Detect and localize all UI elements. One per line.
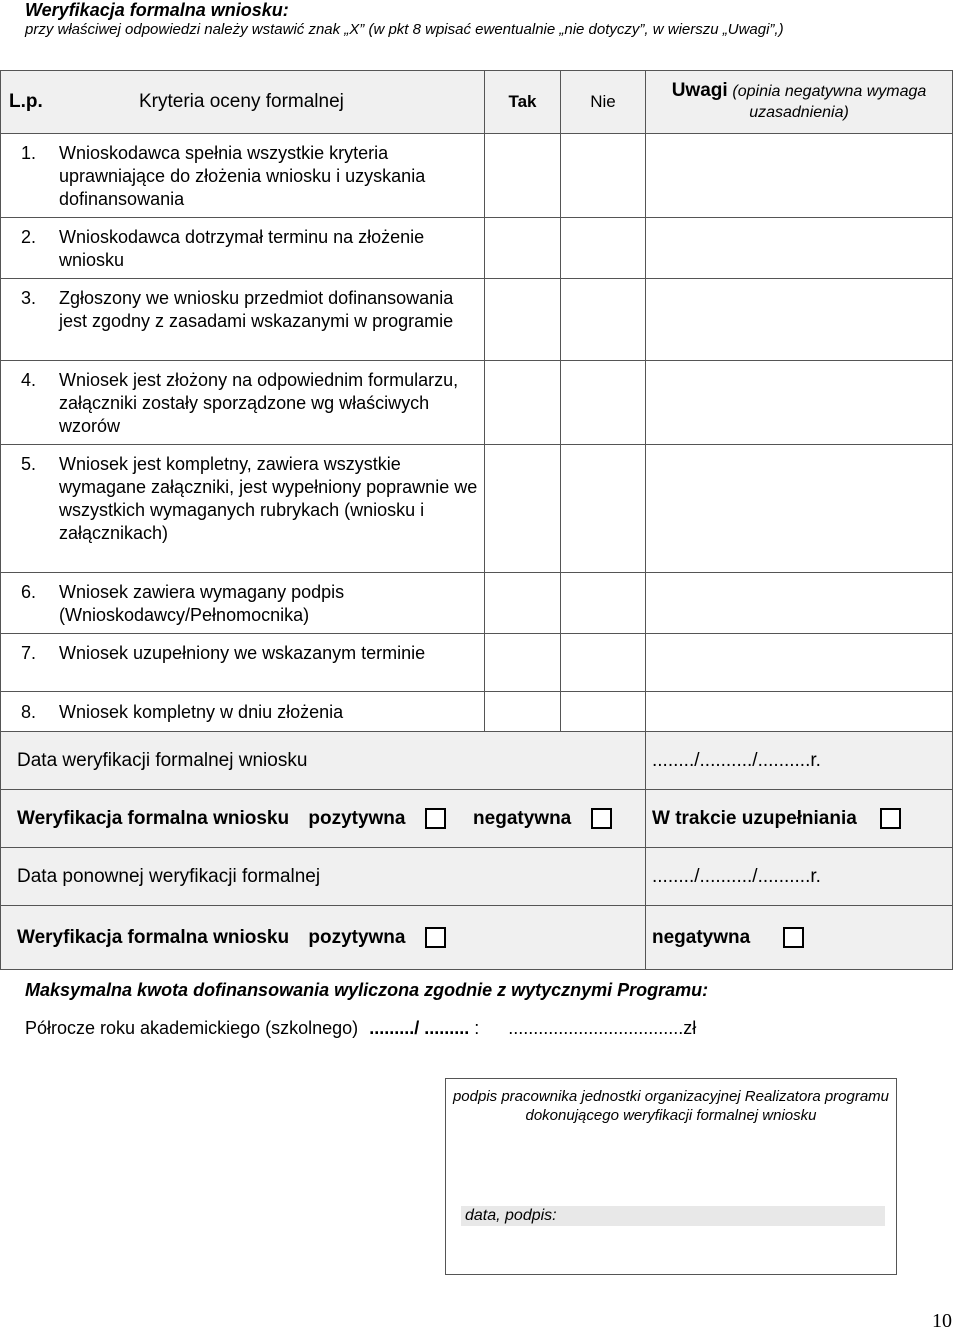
nie-cell[interactable]	[561, 634, 646, 692]
uwagi-cell[interactable]	[646, 134, 953, 218]
uwagi-cell[interactable]	[646, 361, 953, 445]
table-row	[1, 134, 953, 218]
uwagi-cell[interactable]	[646, 634, 953, 692]
page-number: 10	[932, 1310, 952, 1332]
row-number: 4.	[21, 370, 37, 390]
positive2-label: pozytywna	[308, 926, 406, 948]
negative2-checkbox[interactable]	[783, 927, 804, 948]
uwagi-header	[646, 71, 953, 134]
uwagi-title: Uwagi	[671, 80, 728, 101]
table-row	[1, 218, 953, 279]
tak-cell[interactable]	[485, 573, 561, 634]
semester-label: Półrocze roku akademickiego (szkolnego)	[25, 1018, 359, 1038]
row-number: 5.	[21, 454, 37, 474]
positive-label: pozytywna	[308, 807, 406, 829]
signature-date-field[interactable]: data, podpis:	[461, 1206, 885, 1226]
reverification-date-label: Data ponownej weryfikacji formalnej	[17, 865, 321, 887]
verification-date-row	[1, 732, 953, 790]
nie-cell[interactable]	[561, 134, 646, 218]
verification-date-value[interactable]: ......../........../..........r.	[652, 749, 821, 771]
uwagi-note: (opinia negatywna wymaga uzasadnienia)	[732, 83, 927, 121]
form-title: Weryfikacja formalna wniosku:	[25, 0, 289, 20]
row-number: 2.	[21, 227, 37, 247]
nie-cell[interactable]	[561, 573, 646, 634]
row-text: Wniosek uzupełniony we wskazanym terminie	[59, 643, 426, 663]
semester-value[interactable]: ........./ .........	[369, 1018, 470, 1038]
nie-cell[interactable]	[561, 445, 646, 573]
tak-header: Tak	[485, 71, 561, 134]
row-number: 3.	[21, 288, 37, 308]
row-text: Wniosek kompletny w dniu złożenia	[59, 702, 344, 722]
table-row	[1, 573, 953, 634]
negative2-label: negatywna	[652, 926, 751, 948]
tak-cell[interactable]	[485, 361, 561, 445]
uwagi-cell[interactable]	[646, 279, 953, 361]
positive2-checkbox[interactable]	[425, 927, 446, 948]
criteria-table	[0, 70, 953, 970]
row-text: Wniosek jest kompletny, zawiera wszystkie wymagane załączniki, jest wypełniony poprawnie we wszystkich wymaganych rubrykach (wniosku i załącznikach)	[59, 454, 478, 543]
negative-label: negatywna	[473, 807, 572, 829]
table-header-row	[1, 71, 953, 134]
tak-cell[interactable]	[485, 445, 561, 573]
uwagi-cell[interactable]	[646, 218, 953, 279]
table-row	[1, 692, 953, 732]
nie-cell[interactable]	[561, 692, 646, 732]
reverification-date-value[interactable]: ......../........../..........r.	[652, 865, 821, 887]
nie-cell[interactable]	[561, 361, 646, 445]
signature-caption: podpis pracownika jednostki organizacyjnej Realizatora programu dokonującego weryfikacji formalnej wniosku	[452, 1088, 890, 1124]
colon: :	[474, 1018, 480, 1038]
uwagi-cell[interactable]	[646, 445, 953, 573]
semester-line	[25, 1018, 696, 1039]
max-amount-heading: Maksymalna kwota dofinansowania wyliczona zgodnie z wytycznymi Programu:	[25, 980, 709, 1000]
row-number: 1.	[21, 143, 37, 163]
tak-cell[interactable]	[485, 692, 561, 732]
table-row	[1, 634, 953, 692]
row-number: 7.	[21, 643, 37, 663]
nie-cell[interactable]	[561, 218, 646, 279]
amount-value[interactable]: ...................................zł	[508, 1018, 697, 1038]
row-text: Wnioskodawca dotrzymał terminu na złożenie wniosku	[59, 227, 425, 270]
reverification-result-row	[1, 906, 953, 970]
reverification-date-row	[1, 848, 953, 906]
verification2-label: Weryfikacja formalna wniosku	[17, 926, 290, 948]
verification-result-row	[1, 790, 953, 848]
negative-checkbox[interactable]	[591, 808, 612, 829]
row-number: 8.	[21, 702, 37, 722]
table-row	[1, 361, 953, 445]
tak-cell[interactable]	[485, 134, 561, 218]
row-text: Wniosek zawiera wymagany podpis (Wnioskodawcy/Pełnomocnika)	[59, 582, 345, 625]
signature-box	[445, 1078, 897, 1275]
tak-cell[interactable]	[485, 218, 561, 279]
row-text: Wniosek jest złożony na odpowiednim formularzu, załączniki zostały sporządzone wg właściwych wzorów	[59, 370, 459, 436]
nie-cell[interactable]	[561, 279, 646, 361]
table-row	[1, 279, 953, 361]
row-number: 6.	[21, 582, 37, 602]
verification-label: Weryfikacja formalna wniosku	[17, 807, 290, 829]
in-progress-checkbox[interactable]	[880, 808, 901, 829]
criteria-header: Kryteria oceny formalnej	[139, 91, 344, 112]
nie-header: Nie	[561, 71, 646, 134]
positive-checkbox[interactable]	[425, 808, 446, 829]
in-progress-label: W trakcie uzupełniania	[652, 807, 857, 829]
row-text: Zgłoszony we wniosku przedmiot dofinansowania jest zgodny z zasadami wskazanymi w programie	[59, 288, 454, 331]
tak-cell[interactable]	[485, 634, 561, 692]
verification-date-label: Data weryfikacji formalnej wniosku	[17, 749, 308, 771]
tak-cell[interactable]	[485, 279, 561, 361]
uwagi-cell[interactable]	[646, 692, 953, 732]
criteria-header-cell	[1, 71, 485, 134]
uwagi-cell[interactable]	[646, 573, 953, 634]
table-row	[1, 445, 953, 573]
instruction-text: przy właściwej odpowiedzi należy wstawić znak „X” (w pkt 8 wpisać ewentualnie „nie dotyczy”, w wierszu „Uwagi”,)	[25, 21, 784, 38]
row-text: Wnioskodawca spełnia wszystkie kryteria uprawniające do złożenia wniosku i uzyskania dofinansowania	[59, 143, 426, 209]
lp-header: L.p.	[9, 91, 43, 112]
